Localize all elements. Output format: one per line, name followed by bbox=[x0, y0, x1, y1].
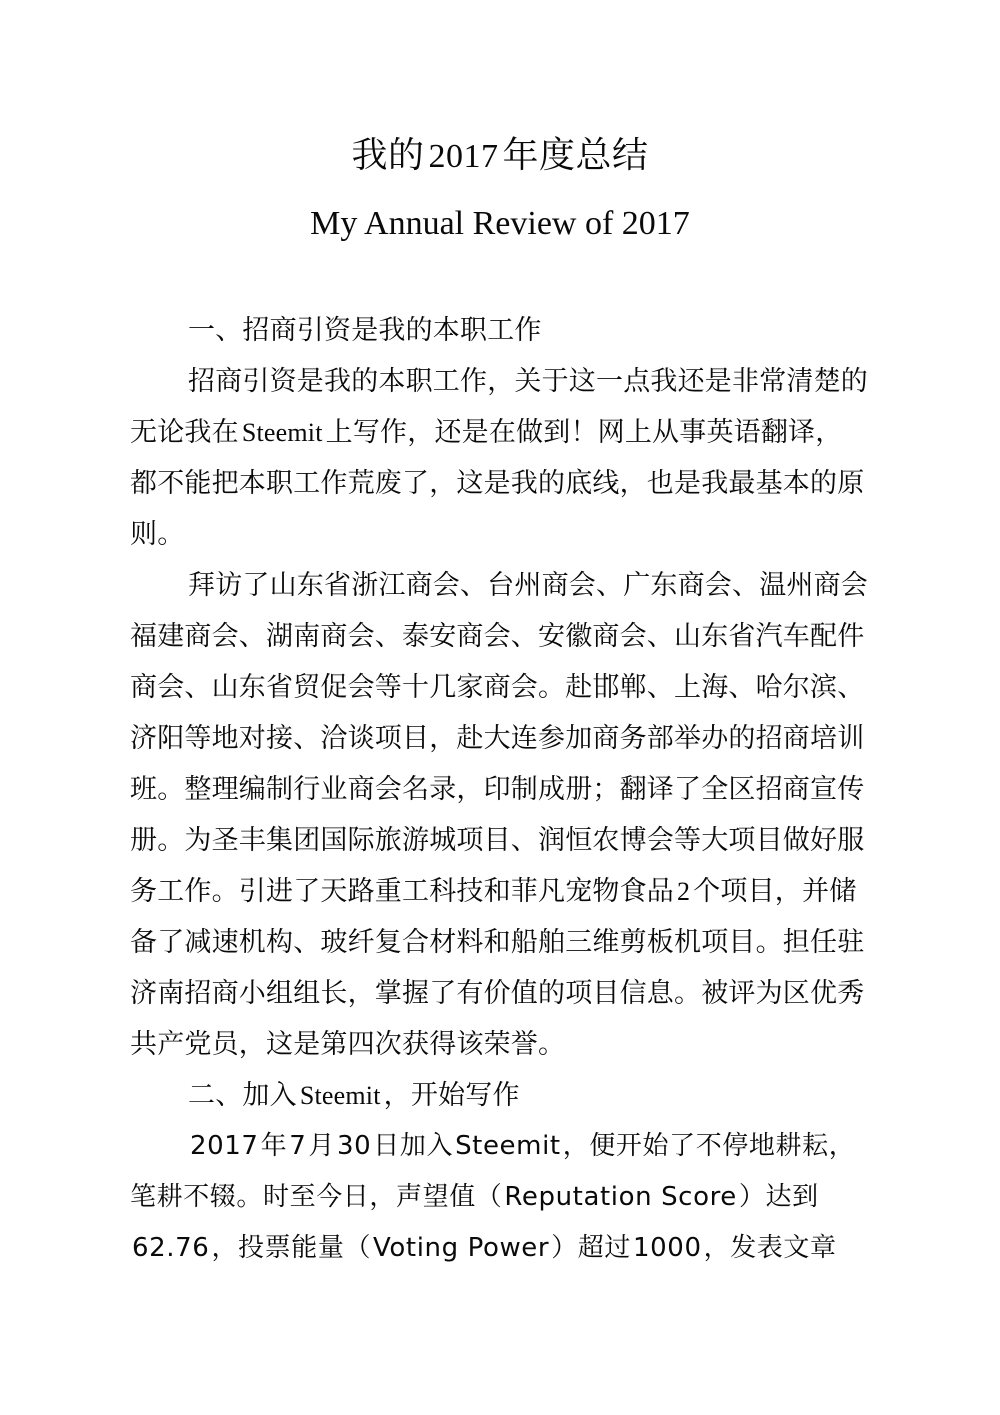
section-heading-2-steemit-word: Steemit bbox=[299, 1081, 381, 1110]
document-body bbox=[130, 305, 875, 1274]
paragraph-3-line-1-tail: ，便开始了不停地耕耘， bbox=[562, 1131, 856, 1161]
paragraph-1-line-4: 则。 bbox=[130, 519, 185, 549]
page-title-cn bbox=[0, 131, 1000, 181]
paragraph-2-line-9: 济南招商小组组长，掌握了有价值的项目信息。被评为区优秀 bbox=[130, 978, 865, 1008]
paragraph-2-line-7 bbox=[130, 866, 875, 917]
voting-power-value: 1000 bbox=[633, 1233, 702, 1263]
paragraph-2-line-10: 共产党员，这是第四次获得该荣誉。 bbox=[130, 1029, 566, 1059]
paragraph-3-line-2-cn-b: ）达到 bbox=[738, 1182, 819, 1212]
paragraph-2-line-3: 商会、山东省贸促会等十几家商会。赴邯郸、上海、哈尔滨、 bbox=[130, 672, 865, 702]
paragraph-1-line-1: 招商引资是我的本职工作，关于这一点我还是非常清楚的 bbox=[188, 366, 868, 396]
paragraph-3-line-3-cn-b: ）超过 bbox=[551, 1233, 632, 1263]
page-title-en: My Annual Review of 2017 bbox=[310, 205, 690, 242]
page-title-cn-part3: 年度总结 bbox=[502, 134, 649, 175]
paragraph-1-line-3: 都不能把本职工作荒废了，这是我的底线，也是我最基本的原 bbox=[130, 468, 865, 498]
paragraph-2-line-5: 班。整理编制行业商会名录，印制成册；翻译了全区招商宣传 bbox=[130, 774, 865, 804]
section-heading-2 bbox=[130, 1070, 875, 1121]
section-heading-1: 一、招商引资是我的本职工作 bbox=[188, 315, 542, 345]
join-year-unit: 年 bbox=[260, 1131, 288, 1161]
paragraph-2-line-4: 济阳等地对接、洽谈项目，赴大连参加商务部举办的招商培训 bbox=[130, 723, 865, 753]
paragraph-1-line-2 bbox=[130, 407, 875, 458]
paragraph-1-line-2-cn-a: 无论我在 bbox=[130, 417, 239, 447]
reputation-score-label: Reputation Score bbox=[504, 1182, 737, 1212]
paragraph-1-steemit-word: Steemit bbox=[241, 418, 323, 447]
join-year: 2017 bbox=[190, 1131, 259, 1161]
paragraph-2-line-8: 备了减速机构、玻纤复合材料和船舶三维剪板机项目。担任驻 bbox=[130, 927, 865, 957]
page-title-cn-part1: 我的 bbox=[351, 134, 425, 175]
paragraph-2-line-1: 拜访了山东省浙江商会、台州商会、广东商会、温州商会 bbox=[188, 570, 868, 600]
paragraph-3-line-2 bbox=[130, 1172, 875, 1223]
paragraph-2-line-2: 福建商会、湖南商会、泰安商会、安徽商会、山东省汽车配件 bbox=[130, 621, 865, 651]
paragraph-2-line-6: 册。为圣丰集团国际旅游城项目、润恒农博会等大项目做好服 bbox=[130, 825, 865, 855]
paragraph-3-line-3 bbox=[130, 1223, 875, 1274]
page-title-cn-year: 2017 bbox=[428, 138, 499, 175]
paragraph-3-steemit-word: Steemit bbox=[455, 1131, 561, 1161]
reputation-score-value: 62.76 bbox=[132, 1233, 210, 1263]
join-month-unit: 月 bbox=[308, 1131, 335, 1161]
section-heading-2-cn-b: ，开始写作 bbox=[383, 1080, 520, 1110]
join-day-unit: 日加入 bbox=[373, 1131, 454, 1161]
section-heading-2-cn-a: 二、加入 bbox=[188, 1080, 297, 1110]
paragraph-3-line-1 bbox=[130, 1121, 875, 1172]
join-day: 30 bbox=[336, 1131, 372, 1161]
paragraph-2-line-7-cn-a: 务工作。引进了天路重工科技和菲凡宠物食品 bbox=[130, 876, 674, 906]
join-month: 7 bbox=[289, 1131, 307, 1161]
paragraph-2-line-7-cn-b: 个项目，并储 bbox=[693, 876, 857, 906]
paragraph-3-line-2-cn-a: 笔耕不辍。时至今日，声望值（ bbox=[130, 1182, 503, 1212]
paragraph-3-line-3-cn-a: ，投票能量（ bbox=[211, 1233, 372, 1263]
paragraph-1-line-2-cn-b: 上写作，还是在做到！网上从事英语翻译， bbox=[325, 417, 843, 447]
voting-power-label: Voting Power bbox=[373, 1233, 550, 1263]
paragraph-3-line-3-cn-c: ，发表文章 bbox=[703, 1233, 837, 1263]
paragraph-2-project-count: 2 bbox=[677, 877, 691, 906]
